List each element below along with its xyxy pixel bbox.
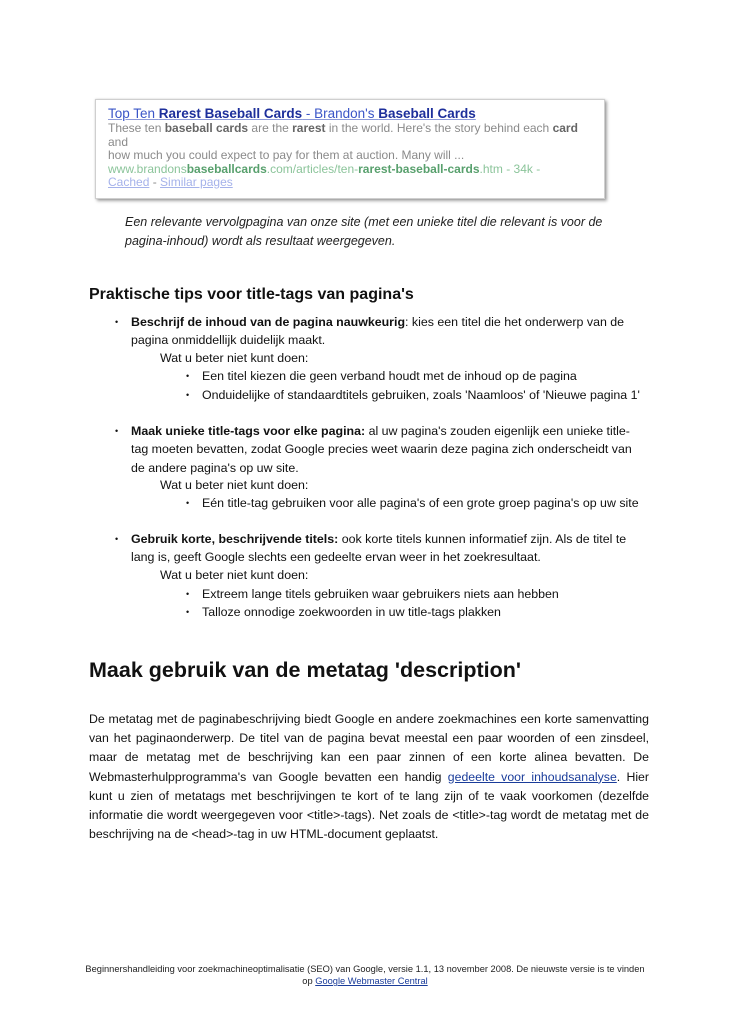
search-result-screenshot [95,99,605,199]
tip-text: al uw pagina's zouden eigenlijk een unieke title-tag moeten bevatten, zodat Google precies weet waarin deze pagina zich onderscheidt van de andere pagina's op uw site. [131,424,632,475]
tip-item [131,530,636,567]
snippet-text: and [108,134,129,149]
page-footer [80,963,650,987]
result-url [108,163,598,177]
screenshot-caption: Een relevante vervolgpagina van onze site (met een unieke titel die relevant is voor de pagina-inhoud) wordt als resultaat weergegeven. [125,215,603,248]
bullet-icon: • [186,371,190,381]
snippet-text: in the world. Here's the story behind each [325,121,553,135]
paragraph-text: . Hier kunt u zien of metatags met beschrijvingen te kort of te lang zijn of te vaak voorkomen (dezelfde informatie die wordt weergegeven voor <title>-tags). Net zoals de <title>-tag wordt de metatag met de beschrijving na de <head>-tag in uw HTML-document geplaatst. [89,769,649,842]
result-title-part: - Brandon's [302,106,379,121]
separator: - [149,175,161,189]
snippet-highlight: card [552,121,578,135]
avoid-item: Talloze onnodige zoekwoorden in uw title-tags plakken [202,605,501,619]
section-heading-meta-description: Maak gebruik van de metatag 'description' [89,658,521,682]
snippet-highlight: rarest [292,121,326,135]
content-analysis-link[interactable]: gedeelte voor inhoudsanalyse [447,769,617,784]
bullet-icon: • [115,534,119,544]
avoid-item: Onduidelijke of standaardtitels gebruiken, zoals 'Naamloos' of 'Nieuwe pagina 1' [202,388,640,402]
url-part: .htm - 34k - [479,161,541,176]
result-title-highlight: Baseball Cards [378,106,476,121]
avoid-item: Een titel kiezen die geen verband houdt met de inhoud op de pagina [202,369,577,383]
tip-item [131,422,636,477]
snippet-highlight: baseball cards [164,121,249,135]
result-title-highlight: Rarest Baseball Cards [158,106,303,121]
cached-link[interactable]: Cached [108,175,150,189]
url-part: www.brandons [108,161,187,176]
tip-text: ook korte titels kunnen informatief zijn. Als de titel te lang is, geeft Google slechts een gedeelte ervan weer in het zoekresultaat. [131,532,627,565]
tip-title: Maak unieke title-tags voor elke pagina: [131,424,366,438]
bullet-icon: • [115,317,119,327]
bullet-icon: • [115,426,119,436]
url-part: .com/articles/ten- [266,161,359,176]
url-highlight: rarest-baseball-cards [358,161,480,176]
bullet-icon: • [186,390,190,400]
url-highlight: baseballcards [186,161,267,176]
avoid-label: Wat u beter niet kunt doen: [160,478,309,492]
snippet-text: how much you could expect to pay for them at auction. Many will ... [108,148,465,162]
result-title-part: Top Ten [108,106,159,121]
bullet-icon: • [186,607,190,617]
avoid-label: Wat u beter niet kunt doen: [160,568,309,582]
result-snippet [108,122,598,163]
webmaster-central-link[interactable]: Google Webmaster Central [315,976,428,986]
section-heading-title-tag-tips: Praktische tips voor title-tags van pagina's [89,286,414,303]
bullet-icon: • [186,498,190,508]
paragraph-text: De metatag met de paginabeschrijving biedt Google en andere zoekmachines een korte samenvatting van het paginaonderwerp. De titel van de pagina bevat meestal een paar woorden of een zinsdeel, maar de metatag met de beschrijving kan een paar zinnen of een korte alinea bevatten. De Webmasterhulpprogramma's van Google bevatten een handig [89,712,649,784]
footer-text: Beginnershandleiding voor zoekmachineoptimalisatie (SEO) van Google, versie 1.1, 13 november 2008. De nieuwste versie is te vinden op [85,964,645,986]
tip-title: Gebruik korte, beschrijvende titels: [131,532,339,546]
tip-text: : kies een titel die het onderwerp van de pagina onmiddellijk duidelijk maakt. [131,315,625,348]
avoid-item: Eén title-tag gebruiken voor alle pagina's of een grote groep pagina's op uw site [202,496,639,510]
tip-item [131,313,636,350]
similar-pages-link[interactable]: Similar pages [160,175,233,189]
avoid-label: Wat u beter niet kunt doen: [160,351,309,365]
meta-description-paragraph [89,710,649,844]
tip-title: Beschrijf de inhoud van de pagina nauwkeurig [131,315,406,329]
result-title-link[interactable] [108,106,598,122]
snippet-text: These ten [108,121,165,135]
snippet-text: are the [248,121,293,135]
avoid-item: Extreem lange titels gebruiken waar gebruikers niets aan hebben [202,587,559,601]
bullet-icon: • [186,589,190,599]
